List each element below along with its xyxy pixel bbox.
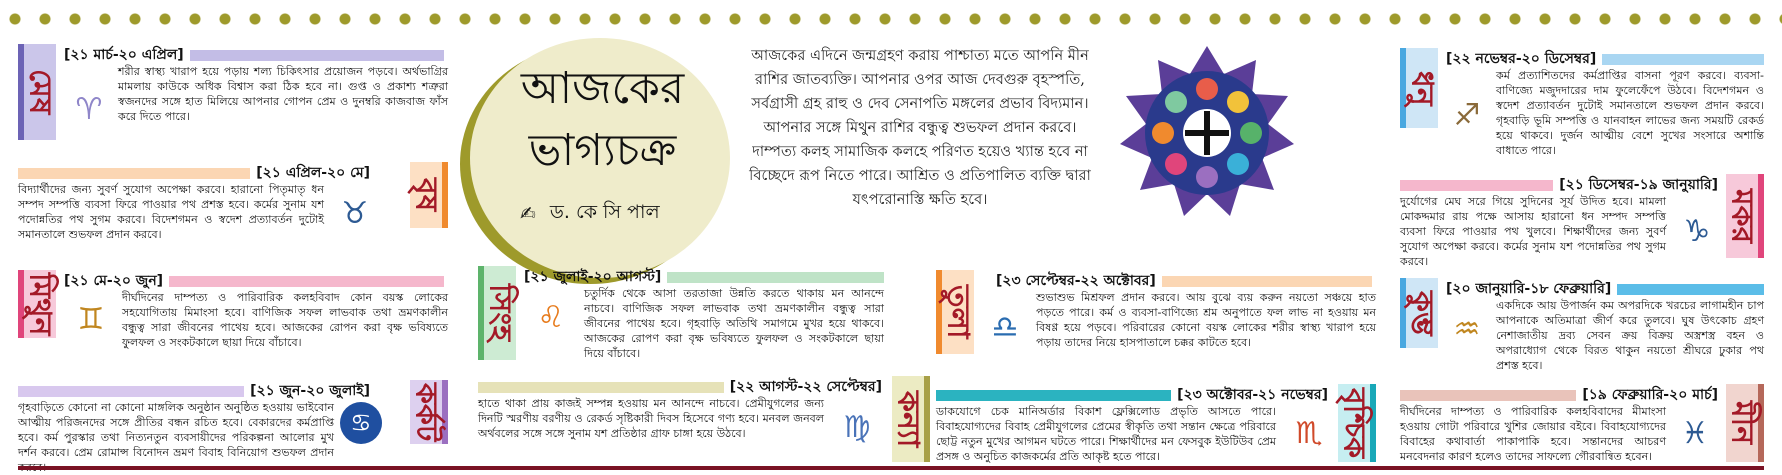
color-bar [169, 276, 444, 287]
scorpio-icon: ♏ [1295, 415, 1323, 451]
zodiac-wheel-image [1118, 44, 1296, 222]
sign-name-tab: মকর [1726, 174, 1764, 258]
date-range: [২১ ডিসেম্বর-১৯ জানুয়ারি] [1559, 177, 1718, 193]
sign-name-tab: সিংহ [478, 266, 516, 360]
sign-scorpio [936, 384, 1376, 464]
date-range: [২১ মার্চ-২০ এপ্রিল] [64, 47, 184, 63]
sign-text: চতুর্দিক থেকে আসা তরতাজা উন্নতি করতে থাকায় মন আনন্দে নাচবে। বাণিজিক সফল লাভবাক তথা ভ্রমণকালীন বন্ধুত্ব সারা জীবনের পাথেয় হবে। গৃহবাড়ি অতিথি সমাগমে মুখর হয়ে থাকবে। আজকের রোপণ করা বৃক্ষ ভবিষ্যতে ফুলফল ও সংকটকালে ছায়া দিয়ে বাঁচাবে। [584, 287, 884, 360]
page-title: আজকের ভাগ্যচক্র [520, 63, 685, 176]
gemini-icon: ♊ [77, 301, 105, 337]
sign-libra [936, 270, 1376, 360]
sign-name-tab: ধনু [1400, 48, 1438, 128]
color-bar [1400, 180, 1553, 191]
aries-icon: ♈ [75, 91, 103, 127]
sign-text: শুভাশুভ মিশ্রফল প্রদান করবে। আয় বুঝে ব্যয় করুন নয়তো সঞ্চয়ে হাত পড়তে পারে। কর্ম ও ব্যবসা-বাণিজ্যে শ্রম অনুপাতে ফল লাভ না হওয়ায় মন বিষণ্ণ হয়ে পড়বে। পরিবারের কোনো বয়স্ক লোকের শরীর স্বাস্থ্য খারাপ হয়ে পড়ায় তাদের নিয়ে হাসপাতালে চক্কর কাটতে হবে। [1036, 291, 1376, 349]
sign-name-tab: মেষ [18, 44, 56, 140]
sign-text: দীর্ঘদিনের দাম্পত্য ও পারিবারিক কলহবিবাদের মীমাংসা হওয়ায় গোটা পরিবারে খুশির জোয়ার বইবে। বিবাহযোগ্যদের বিবাহের কথাবার্তা পাকাপাকি হবে। সন্তানদের আচরণ মনবেদনার কারণ হলেও তাদের সাফল্যে গৌরবান্বিত হবেন। [1400, 405, 1666, 463]
color-bar [1400, 390, 1576, 401]
date-range: [২২ আগস্ট-২২ সেপ্টেম্বর] [729, 379, 882, 395]
capricorn-icon: ♑ [1683, 213, 1711, 249]
color-bar [667, 272, 884, 283]
date-range: [২১ মে-২০ জুন] [64, 273, 164, 289]
sign-name-tab: মীন [1726, 384, 1764, 462]
virgo-icon: ♍ [843, 409, 871, 445]
color-bar [190, 50, 444, 61]
color-bar [1162, 276, 1372, 287]
sign-text: কর্ম প্রত্যাশিতদের কর্মপ্রাপ্তির বাসনা পূরণ করবে। ব্যবসা-বাণিজ্যে মজুদদারের দাম ফুলেফেঁপে উঠবে। বিদেশগমন ও স্বদেশ প্রত্যাবর্তন দুটোই সমানতালে শুভফল প্রদান করবে। গৃহবাড়ি ভূমি সম্পত্তি ও যানবাহন লাভের জন্য সময়টি রেকর্ড হয়ে থাকবে। দুর্জন আত্মীয় বেশে সুখের সংসারে অশান্তি বাধাতে পারে। [1496, 69, 1764, 157]
date-range: [২৩ অক্টোবর-২১ নভেম্বর] [1177, 387, 1328, 403]
cancer-icon: ♋ [340, 402, 382, 444]
sign-name-tab: তুলা [936, 270, 974, 354]
sign-text: হাতে থাকা প্রায় কাজই সম্পন্ন হওয়ায় মন আনন্দে নাচবে। প্রেমীযুগলের জন্য দিনটি স্মরণীয় বরণীয় ও রেকর্ড সৃষ্টিকারী দিবস হিসেবে গণ্য হবে। মনবল জনবল অর্থবলের সঙ্গে সঙ্গে সুনাম যশ প্রতিষ্ঠার গ্রাফ চাঙ্গা হয়ে উঠবে। [478, 397, 824, 440]
sign-sagittarius [1400, 48, 1764, 157]
color-bar [18, 386, 244, 397]
sign-name-tab: কুম্ভ [1400, 278, 1438, 348]
sign-name-tab: বৃষ [410, 162, 448, 228]
sagittarius-icon: ♐ [1453, 97, 1481, 133]
sign-name-tab: কন্যা [892, 376, 930, 462]
color-bar [936, 390, 1171, 401]
author-byline: ✍ ড. কে সি পাল [520, 201, 660, 225]
sign-aquarius [1400, 278, 1764, 372]
sign-virgo [478, 376, 930, 464]
date-range: [২১ জুলাই-২০ আগস্ট] [524, 269, 662, 285]
sign-name-tab: মিথুন [18, 270, 56, 338]
color-bar [1602, 54, 1764, 65]
bottom-rule [18, 466, 1764, 470]
aquarius-icon: ♒ [1453, 311, 1481, 347]
sign-text: ডাকযোগে চেক মানিঅর্ডার বিকাশ ফ্লেক্সিলোড প্রভৃতি আসতে পারে। বিবাহযোগ্যদের বিবাহ প্রেমীযুগলের প্রেমের স্বীকৃতি তথা সন্তান ক্ষেত্রে পরিবারে ছোট্ট নতুন মুখের আগমন ঘটতে পারে। শিক্ষার্থীদের মন ফেসবুক ইউটিউব প্রেম প্রসঙ্গ ও অনুচিত কাজকর্মের প্রতি আকৃষ্ট হতে পারে। [936, 405, 1276, 463]
sign-taurus [18, 162, 448, 248]
sign-capricorn [1400, 174, 1764, 266]
sign-text: গৃহবাড়িতে কোনো না কোনো মাঙ্গলিক অনুষ্ঠান অনুষ্ঠিত হওয়ায় ভাইবোন আত্মীয় পরিজনদের সঙ্গে প্রীতির বন্ধন রচিত হবে। বেকারদের কর্মপ্রাপ্তি হবে। কর্ম পুরস্কার তথা নিত্যনতুন ব্যবসায়ীদের পরিকল্পনা আলোর মুখ দর্শন করবে। প্রেম রোমান্স বিনোদন ভ্রমণ বিবাহ বিনিয়োগ শুভফল প্রদান [18, 401, 334, 459]
color-bar [18, 168, 250, 179]
sign-text: একদিকে আয় উপার্জন কম অপরদিকে খরচের লাগামহীন চাপ আপনাকে অতিমাত্রা জীর্ণ করে তুলবে। ঘুষ উৎকোচ গ্রহণ নেশাজাতীয় দ্রব্য সেবন ক্রয় বিক্রয় অস্ত্রশস্ত্র বহন ও অপরাধ্যোগ থেকে বিরত থাকুন নয়তো শ্রীঘরে ঢুকার পথ প্রশস্ত হবে। [1496, 299, 1764, 372]
sign-text: বিদ্যার্থীদের জন্য সুবর্ণ সুযোগ অপেক্ষা করবে। হারানো পিতৃমাতৃ ধন সম্পদ সম্পত্তি ব্যবসা ফিরে পাওয়ার পথ প্রশস্ত হবে। কর্মের সুনাম যশ পদোন্নতির পথ সুগম করবে। বিদেশগমন ও স্বদেশ প্রত্যাবর্তন দুটোই সমানতালে শুভফল প্রদান করবে। [18, 183, 324, 241]
sign-pisces [1400, 384, 1764, 464]
leo-icon: ♌ [537, 299, 565, 335]
sign-text: দীর্ঘদিনের দাম্পত্য ও পারিবারিক কলহবিবাদ কোন বয়স্ক লোকের সহযোগিতায় মিমাংসা হবে। বাণিজিক সফল লাভবাক তথা ভ্রমণকালীন বন্ধুত্ব সারা জীবনের পাথেয় হবে। আজকের রোপন করা বৃক্ষ ভবিষ্যতে ফুলফল ও সংকটকালে ছায়া দিয়ে বাঁচাবে। [122, 291, 448, 349]
date-range: [২১ এপ্রিল-২০ মে] [256, 165, 370, 181]
date-range: [২২ নভেম্বর-২০ ডিসেম্বর] [1446, 51, 1597, 67]
color-bar [1617, 284, 1764, 295]
sign-name-tab: বৃশ্চিক [1338, 384, 1376, 462]
taurus-icon: ♉ [341, 195, 369, 231]
sign-leo [478, 266, 888, 362]
sign-cancer [18, 380, 448, 464]
sign-text: দুর্যোগের মেঘ সরে গিয়ে সুদিনের সূর্য উদিত হবে। মামলা মোকদ্দমার রায় পক্ষে আসায় হারানো ধন সম্পদ সম্পত্তি ব্যবসা ফিরে পাওয়ার পথ খুলবে। শিক্ষার্থীদের জন্য সুবর্ণ সুযোগ অপেক্ষা করবে। কর্মের সুনাম যশ পদোন্নতির পথ সুগম করবে। [1400, 195, 1666, 268]
sign-aries [18, 44, 448, 140]
dotted-border [0, 0, 1782, 38]
pisces-icon: ♓ [1681, 415, 1709, 451]
color-bar [478, 382, 724, 393]
sign-gemini [18, 270, 448, 352]
date-range: [১৯ ফেব্রুয়ারি-২০ মার্চ] [1582, 387, 1718, 403]
sign-name-tab: কর্কট [410, 380, 448, 444]
intro-paragraph: আজকের এদিনে জন্মগ্রহণ করায় পাশ্চাত্য মতে আপনি মীন রাশির জাতব্যক্তি। আপনার ওপর আজ দেবগুরু বৃহস্পতি, সর্বগ্রাসী গ্রহ রাহু ও দেব সেনাপতি মঙ্গলের প্রভাব বিদ্যমান। আপনার সঙ্গে মিথুন রাশির বন্ধুত্ব শুভফল প্রদান করবে। দাম্পত্য কলহ সামাজিক কলহে পরিণত হয়েও খ্যান্ত হবে না বিচ্ছেদে রূপ নিতে পারে। আশ্রিত ও প্রতিপালিত ব্যক্তি দ্বারা যৎপরোনাস্তি ক্ষতি হবে। [749, 47, 1091, 208]
sign-text: শরীর স্বাস্থ্য খারাপ হয়ে পড়ায় শল্য চিকিৎসার প্রয়োজন পড়বে। অর্থভাগ্রির মামলায় কাউকে অধিক বিশ্বাস করা ঠিক হবে না। গুপ্ত ও প্রকাশ্য শত্রুরা স্বজনদের সঙ্গে হাত মিলিয়ে আপনার গোপন প্রেম ও দুনম্বরি কাজবাজ ফাঁস করে দিতে পারে। [118, 65, 448, 123]
libra-icon: ♎ [991, 309, 1019, 345]
pen-icon: ✍ [520, 203, 536, 225]
date-range: [২০ জানুয়ারি-১৮ ফেব্রুয়ারি] [1446, 281, 1612, 297]
date-range: [২১ জুন-২০ জুলাই] [250, 383, 370, 399]
date-range: [২৩ সেপ্টেম্বর-২২ অক্টোবর] [996, 273, 1156, 289]
